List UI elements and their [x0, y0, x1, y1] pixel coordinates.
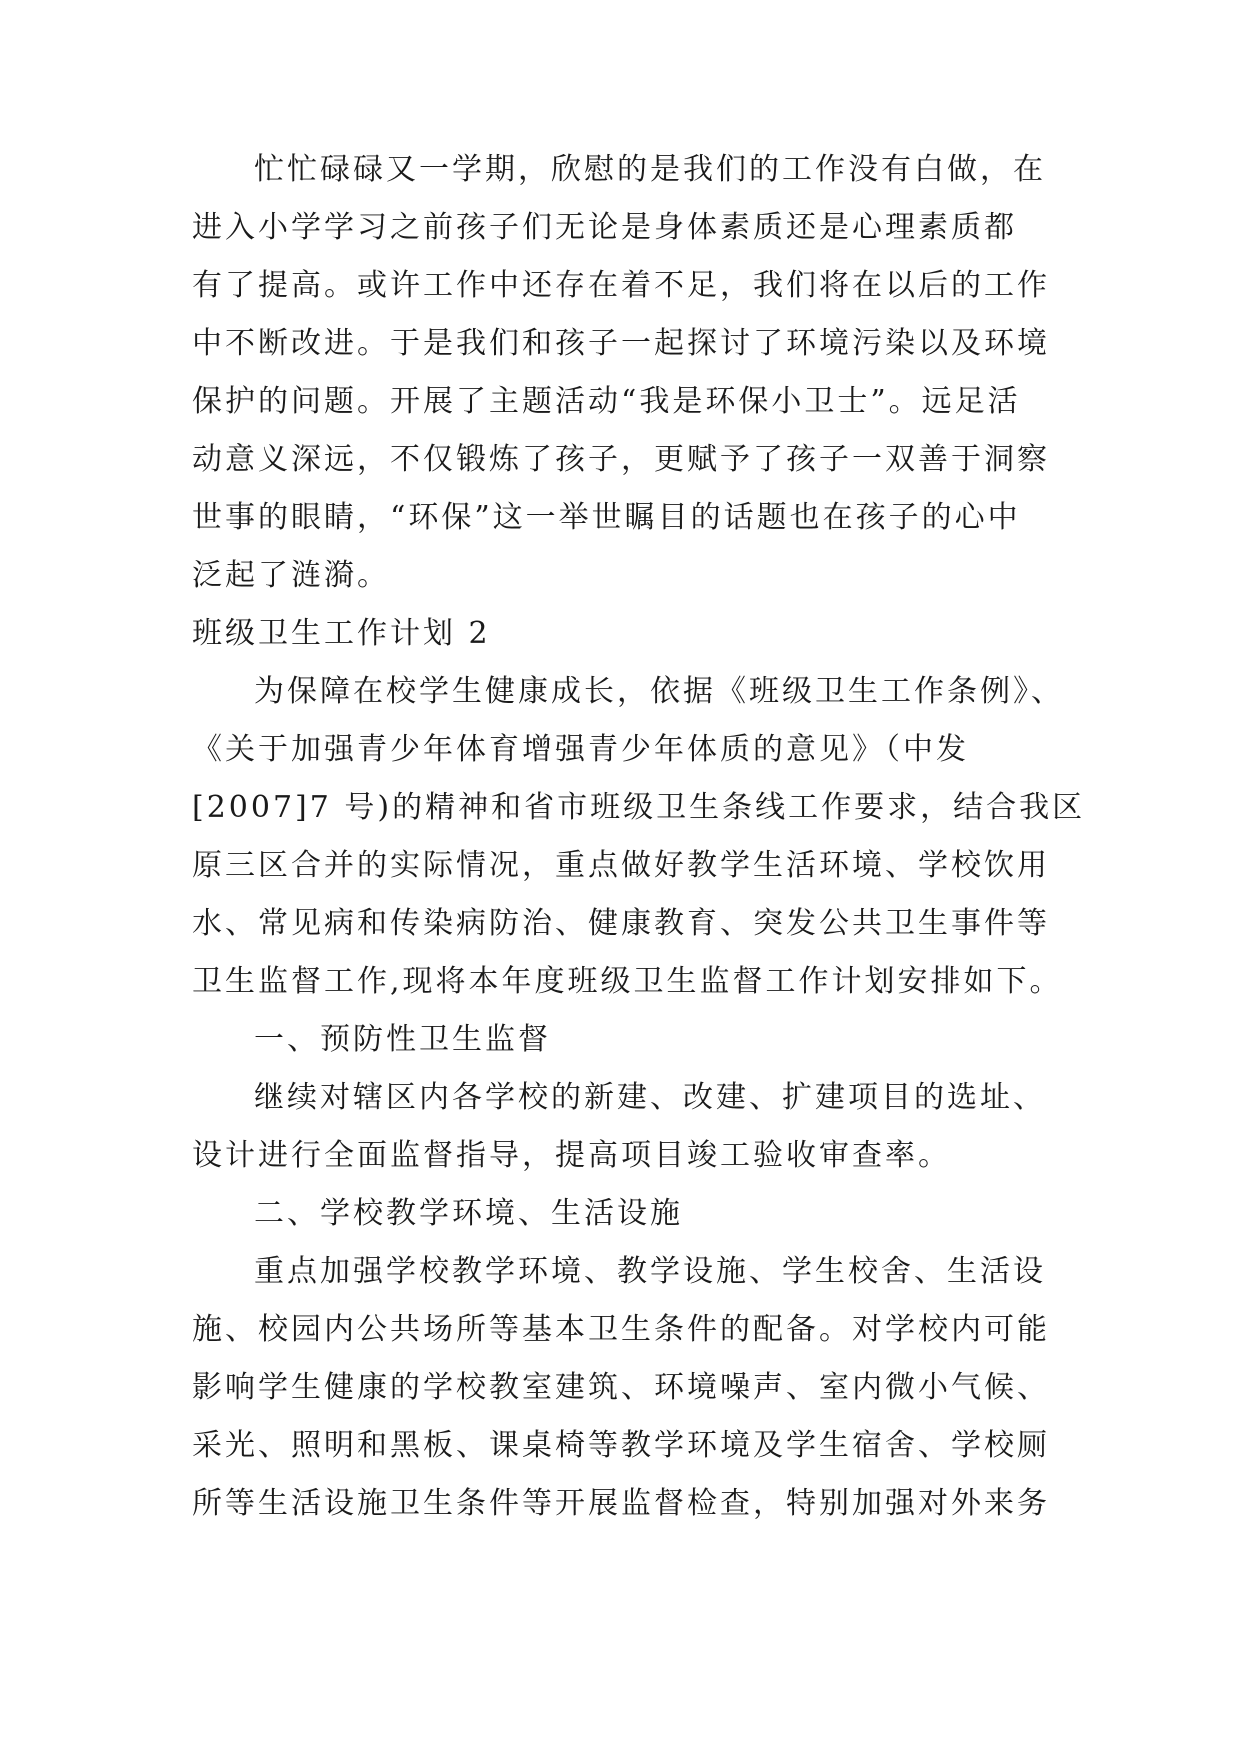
paragraph-line: 重点加强学校教学环境、教学设施、学生校舍、生活设	[254, 1254, 1046, 1289]
section-title: 班级卫生工作计划 2	[192, 616, 491, 651]
paragraph-line: 水、常见病和传染病防治、健康教育、突发公共卫生事件等	[192, 906, 1050, 941]
paragraph-line: 为保障在校学生健康成长，依据《班级卫生工作条例》、	[254, 674, 1064, 709]
paragraph-line: 动意义深远，不仅锻炼了孩子，更赋予了孩子一双善于洞察	[192, 442, 1050, 477]
paragraph-line: 卫生监督工作,现将本年度班级卫生监督工作计划安排如下。	[192, 964, 1063, 999]
paragraph-line: 《关于加强青少年体育增强青少年体质的意见》（中发	[192, 732, 969, 767]
subsection-heading: 一、预防性卫生监督	[254, 1022, 551, 1057]
paragraph-line: 影响学生健康的学校教室建筑、环境噪声、室内微小气候、	[192, 1370, 1050, 1405]
paragraph-line: [2007]7 号)的精神和省市班级卫生条线工作要求，结合我区	[192, 790, 1086, 825]
paragraph-line: 有了提高。或许工作中还存在着不足，我们将在以后的工作	[192, 268, 1050, 303]
paragraph-line: 忙忙碌碌又一学期，欣慰的是我们的工作没有白做，在	[254, 152, 1046, 187]
paragraph-line: 中不断改进。于是我们和孩子一起探讨了环境污染以及环境	[192, 326, 1050, 361]
paragraph-line: 施、校园内公共场所等基本卫生条件的配备。对学校内可能	[192, 1312, 1050, 1347]
paragraph-line: 泛起了涟漪。	[192, 558, 390, 593]
paragraph-line: 采光、照明和黑板、课桌椅等教学环境及学生宿舍、学校厕	[192, 1428, 1050, 1463]
paragraph-line: 设计进行全面监督指导，提高项目竣工验收审查率。	[192, 1138, 951, 1173]
paragraph-line: 进入小学学习之前孩子们无论是身体素质还是心理素质都	[192, 210, 1017, 245]
paragraph-line: 继续对辖区内各学校的新建、改建、扩建项目的选址、	[254, 1080, 1046, 1115]
paragraph-line: 世事的眼睛，“环保”这一举世瞩目的话题也在孩子的心中	[192, 500, 1021, 535]
paragraph-line: 原三区合并的实际情况，重点做好教学生活环境、学校饮用	[192, 848, 1050, 883]
paragraph-line: 所等生活设施卫生条件等开展监督检查，特别加强对外来务	[192, 1486, 1050, 1521]
subsection-heading: 二、学校教学环境、生活设施	[254, 1196, 683, 1231]
paragraph-line: 保护的问题。开展了主题活动“我是环保小卫士”。远足活	[192, 384, 1021, 419]
